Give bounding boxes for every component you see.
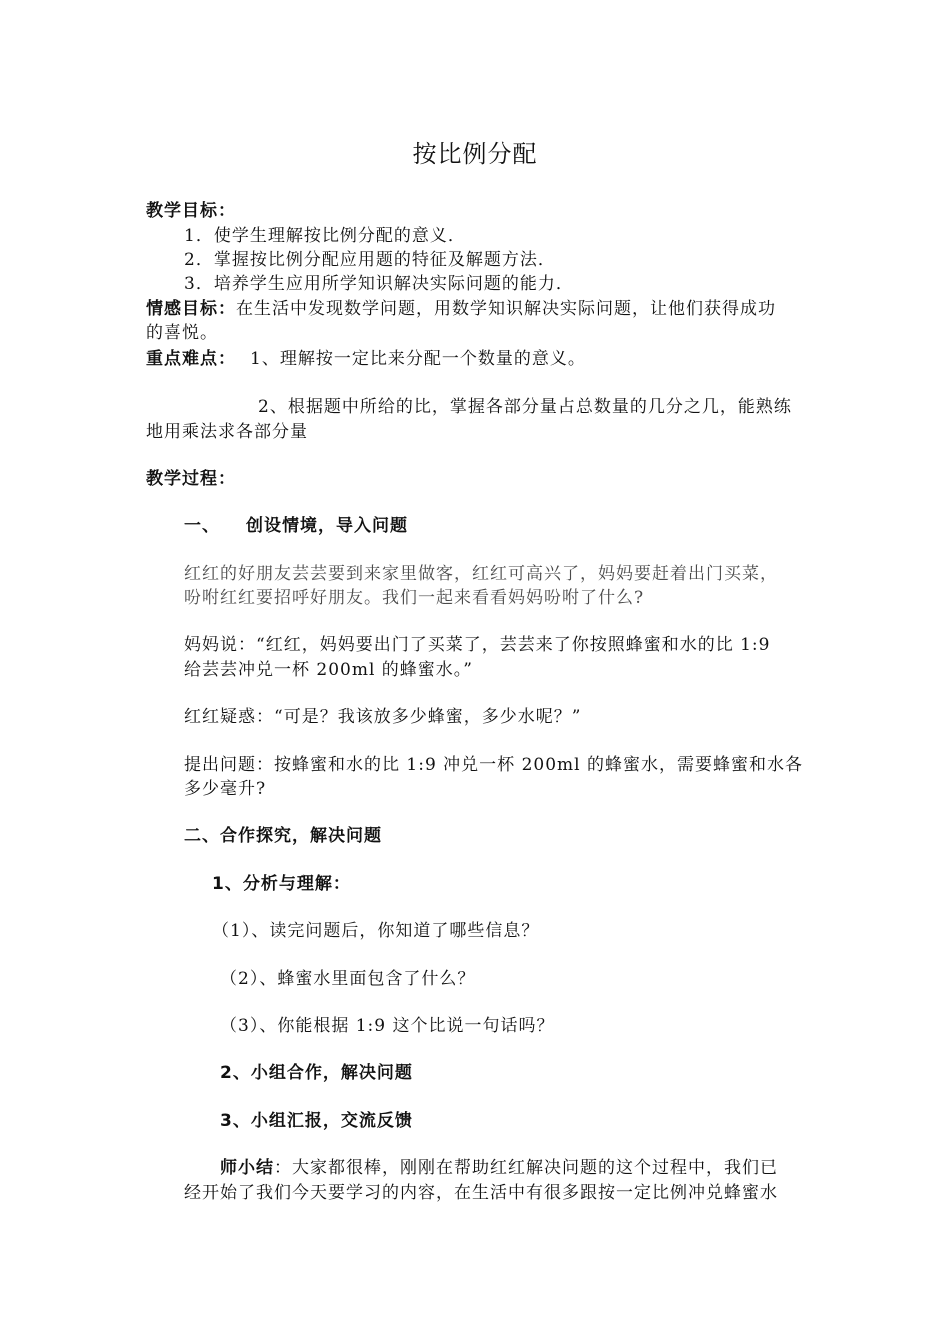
key-point-2-line1: 2、根据题中所给的比，掌握各部分量占总数量的几分之几，能熟练 xyxy=(258,397,792,417)
key-points xyxy=(146,348,586,370)
section1-number: 一、 xyxy=(184,516,220,536)
key-points-label: 重点难点： xyxy=(146,349,236,369)
guide-question-2: （2）、蜂蜜水里面包含了什么？ xyxy=(220,969,476,989)
page-title: 按比例分配 xyxy=(412,140,538,168)
section1-title: 创设情境，导入问题 xyxy=(246,516,408,536)
goals-heading: 教学目标： xyxy=(146,201,236,221)
emotion-label: 情感目标： xyxy=(146,299,236,319)
story-para1-line1: 红红的好朋友芸芸要到来家里做客，红红可高兴了，妈妈要赶着出门买菜， xyxy=(184,564,778,584)
teacher-summary-line2: 经开始了我们今天要学习的内容，在生活中有很多跟按一定比例冲兑蜂蜜水 xyxy=(184,1183,778,1203)
guide-question-1: （1）、读完问题后，你知道了哪些信息？ xyxy=(212,921,540,941)
emotion-text-line1: 在生活中发现数学问题，用数学知识解决实际问题，让他们获得成功 xyxy=(236,299,776,319)
teacher-summary-line1 xyxy=(220,1157,778,1179)
question-line1: 提出问题：按蜂蜜和水的比 1:9 冲兑一杯 200ml 的蜂蜜水，需要蜂蜜和水各 xyxy=(184,755,803,775)
summary-label: 师小结 xyxy=(220,1158,274,1178)
process-heading: 教学过程： xyxy=(146,469,236,489)
story-para2-line2: 给芸芸冲兑一杯 200ml 的蜂蜜水。” xyxy=(184,660,474,680)
story-para2-line1: 妈妈说：“红红，妈妈要出门了买菜了，芸芸来了你按照蜂蜜和水的比 1:9 xyxy=(184,635,771,655)
key-point-1: 1、理解按一定比来分配一个数量的意义。 xyxy=(250,349,586,369)
subsection-1: 1、分析与理解： xyxy=(212,874,351,894)
summary-text-line1: ：大家都很棒，刚刚在帮助红红解决问题的这个过程中，我们已 xyxy=(274,1158,778,1178)
goal-item-1: 1．使学生理解按比例分配的意义． xyxy=(184,226,466,246)
goal-item-3: 3．培养学生应用所学知识解决实际问题的能力． xyxy=(184,274,574,294)
emotion-text-line2: 的喜悦。 xyxy=(146,323,218,343)
emotion-goals xyxy=(146,298,776,320)
key-point-2-line2: 地用乘法求各部分量 xyxy=(146,422,308,442)
subsection-3: 3、小组汇报，交流反馈 xyxy=(220,1111,413,1131)
section1-heading xyxy=(184,515,408,537)
subsection-2: 2、小组合作，解决问题 xyxy=(220,1063,413,1083)
story-para1-line2: 吩咐红红要招呼好朋友。我们一起来看看妈妈吩咐了什么? xyxy=(184,588,645,608)
goal-item-2: 2．掌握按比例分配应用题的特征及解题方法． xyxy=(184,250,556,270)
section2-title: 二、合作探究，解决问题 xyxy=(184,826,382,846)
story-para3: 红红疑惑：“可是？我该放多少蜂蜜，多少水呢？” xyxy=(184,707,582,727)
question-line2: 多少毫升? xyxy=(184,779,267,799)
guide-question-3: （3）、你能根据 1:9 这个比说一句话吗？ xyxy=(220,1016,555,1036)
